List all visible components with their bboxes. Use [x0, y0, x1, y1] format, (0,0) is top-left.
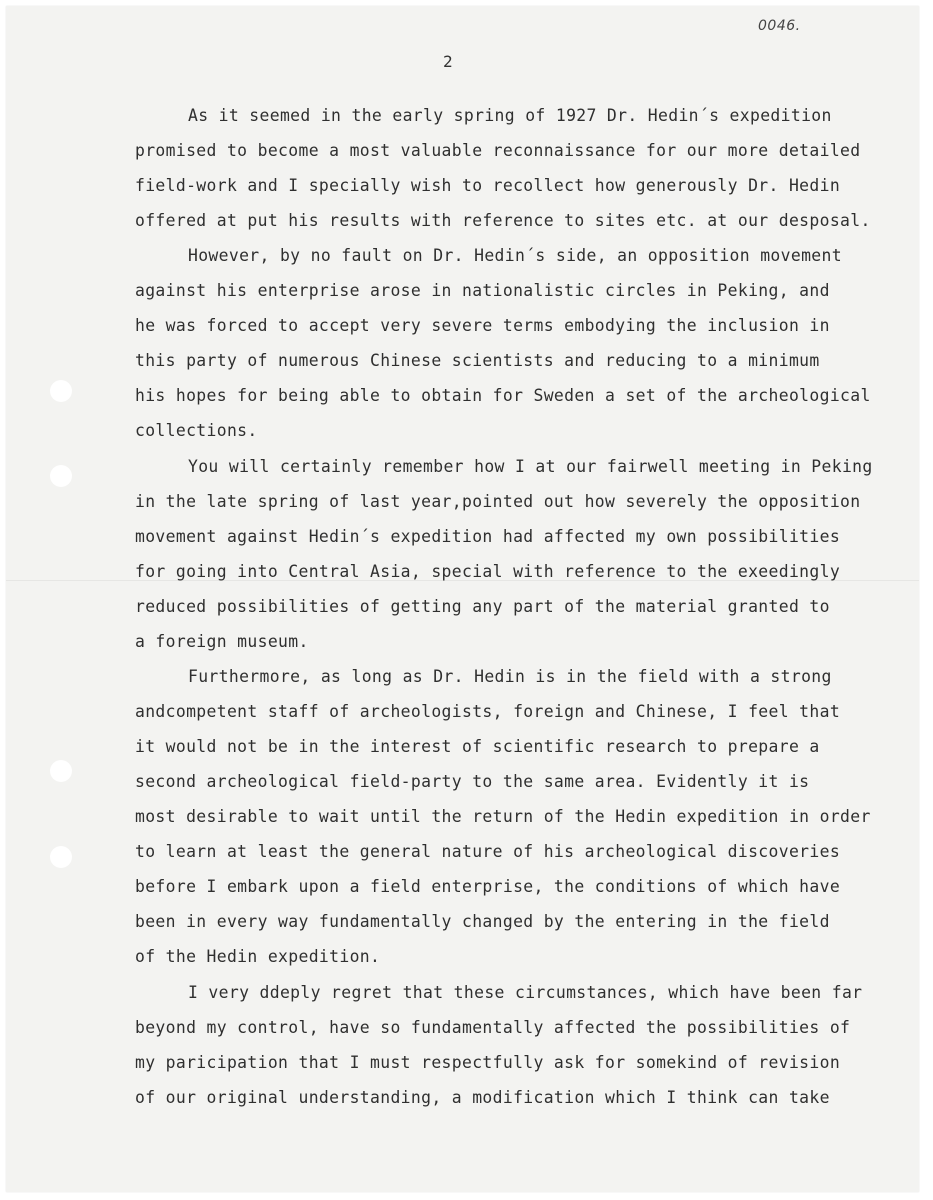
punch-hole-upper	[50, 465, 72, 487]
text-line-7: he was forced to accept very severe terms embodying the inclusion in	[135, 316, 830, 335]
text-line-14: for going into Central Asia, special with reference to the exeedingly	[135, 562, 841, 581]
text-line-22: to learn at least the general nature of his archeological discoveries	[135, 842, 841, 861]
text-line-16: a foreign museum.	[135, 632, 309, 651]
text-line-8: this party of numerous Chinese scientists and reducing to a minimum	[135, 351, 820, 370]
text-line-4: offered at put his results with reference to sites etc. at our desposal.	[135, 211, 871, 230]
text-line-25: of the Hedin expedition.	[135, 947, 381, 966]
text-line-1: As it seemed in the early spring of 1927 Dr. Hedin´s expedition	[188, 106, 832, 125]
punch-hole-lower	[50, 760, 72, 782]
text-line-11: You will certainly remember how I at our fairwell meeting in Peking	[188, 457, 873, 476]
text-line-19: it would not be in the interest of scientific research to prepare a	[135, 737, 820, 756]
text-line-9: his hopes for being able to obtain for Sweden a set of the archeological	[135, 386, 871, 405]
text-line-2: promised to become a most valuable reconnaissance for our more detailed	[135, 141, 861, 160]
punch-hole-bottom	[50, 846, 72, 868]
text-line-20: second archeological field-party to the same area. Evidently it is	[135, 772, 810, 791]
text-line-6: against his enterprise arose in nationalistic circles in Peking, and	[135, 281, 830, 300]
text-line-24: been in every way fundamentally changed by the entering in the field	[135, 912, 830, 931]
text-line-15: reduced possibilities of getting any part of the material granted to	[135, 597, 830, 616]
text-line-12: in the late spring of last year,pointed out how severely the opposition	[135, 492, 861, 511]
text-line-29: of our original understanding, a modification which I think can take	[135, 1088, 830, 1107]
text-line-28: my paricipation that I must respectfully ask for somekind of revision	[135, 1053, 841, 1072]
text-line-17: Furthermore, as long as Dr. Hedin is in the field with a strong	[188, 667, 832, 686]
text-line-18: andcompetent staff of archeologists, foreign and Chinese, I feel that	[135, 702, 841, 721]
text-line-10: collections.	[135, 421, 258, 440]
text-line-23: before I embark upon a field enterprise, the conditions of which have	[135, 877, 841, 896]
text-line-21: most desirable to wait until the return of the Hedin expedition in order	[135, 807, 871, 826]
text-line-27: beyond my control, have so fundamentally affected the possibilities of	[135, 1018, 851, 1037]
text-line-13: movement against Hedin´s expedition had affected my own possibilities	[135, 527, 841, 546]
archive-number: 0046.	[758, 18, 801, 34]
page-number: 2	[443, 52, 453, 71]
text-line-5: However, by no fault on Dr. Hedin´s side, an opposition movement	[188, 246, 842, 265]
text-line-26: I very ddeply regret that these circumstances, which have been far	[188, 983, 863, 1002]
punch-hole-top	[50, 380, 72, 402]
text-line-3: field-work and I specially wish to recollect how generously Dr. Hedin	[135, 176, 841, 195]
